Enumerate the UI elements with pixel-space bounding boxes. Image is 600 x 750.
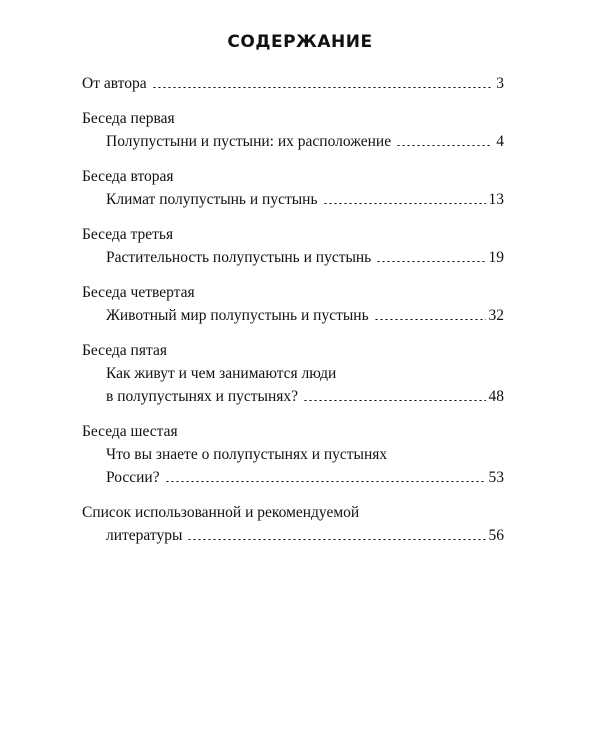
toc-chapter-heading: Беседа пятая (82, 342, 167, 359)
toc-entry-title: в полупустынях и пустынях? (106, 388, 299, 405)
dot-leader (165, 481, 486, 482)
toc-line (82, 385, 504, 408)
toc-entry-title: России? (106, 469, 160, 486)
toc-line (82, 304, 504, 327)
toc-entry-title: Климат полупустынь и пустынь (106, 191, 318, 208)
dot-leader (152, 87, 491, 88)
toc-chapter-heading: Беседа четвертая (82, 284, 195, 301)
toc-entry (82, 420, 504, 489)
toc-entry (82, 281, 504, 327)
dot-leader (187, 539, 485, 540)
toc-entry-title: Список использованной и рекомендуемой (82, 504, 360, 521)
toc-line (82, 466, 504, 489)
dot-leader (323, 203, 486, 204)
page-number: 48 (488, 388, 504, 405)
page-number: 3 (496, 75, 504, 92)
toc-entry (82, 223, 504, 269)
toc-line (82, 246, 504, 269)
toc-line (82, 443, 504, 466)
toc-chapter-heading: Беседа вторая (82, 168, 174, 185)
page-number: 13 (488, 191, 504, 208)
toc-line (82, 524, 504, 547)
toc-line (82, 130, 504, 153)
toc-chapter-heading: Беседа шестая (82, 423, 178, 440)
toc-entry (82, 165, 504, 211)
page-number: 53 (488, 469, 504, 486)
toc-line (82, 501, 504, 524)
toc-entry (82, 339, 504, 408)
page-title: СОДЕРЖАНИЕ (227, 32, 373, 52)
toc-chapter-heading: Беседа первая (82, 110, 175, 127)
toc-entry-title: Животный мир полупустынь и пустынь (106, 307, 369, 324)
toc-line (82, 188, 504, 211)
dot-leader (374, 319, 486, 320)
toc-chapter-heading: Беседа третья (82, 226, 174, 243)
toc-entry (82, 501, 504, 547)
table-of-contents (82, 72, 504, 559)
page-number: 56 (488, 527, 504, 544)
page-number: 19 (488, 249, 504, 266)
dot-leader (396, 145, 491, 146)
dot-leader (376, 261, 485, 262)
toc-entry-title: литературы (106, 527, 183, 544)
toc-entry (82, 72, 504, 95)
toc-entry-title: Как живут и чем занимаются люди (106, 365, 337, 382)
page-number: 4 (496, 133, 504, 150)
toc-entry-title: Растительность полупустынь и пустынь (106, 249, 372, 266)
dot-leader (303, 400, 485, 401)
toc-entry-title: Что вы знаете о полупустынях и пустынях (106, 446, 388, 463)
toc-entry-title: От автора (82, 75, 147, 92)
toc-entry-title: Полупустыни и пустыни: их расположение (106, 133, 392, 150)
toc-line (82, 362, 504, 385)
toc-line (82, 72, 504, 95)
page-number: 32 (488, 307, 504, 324)
toc-entry (82, 107, 504, 153)
